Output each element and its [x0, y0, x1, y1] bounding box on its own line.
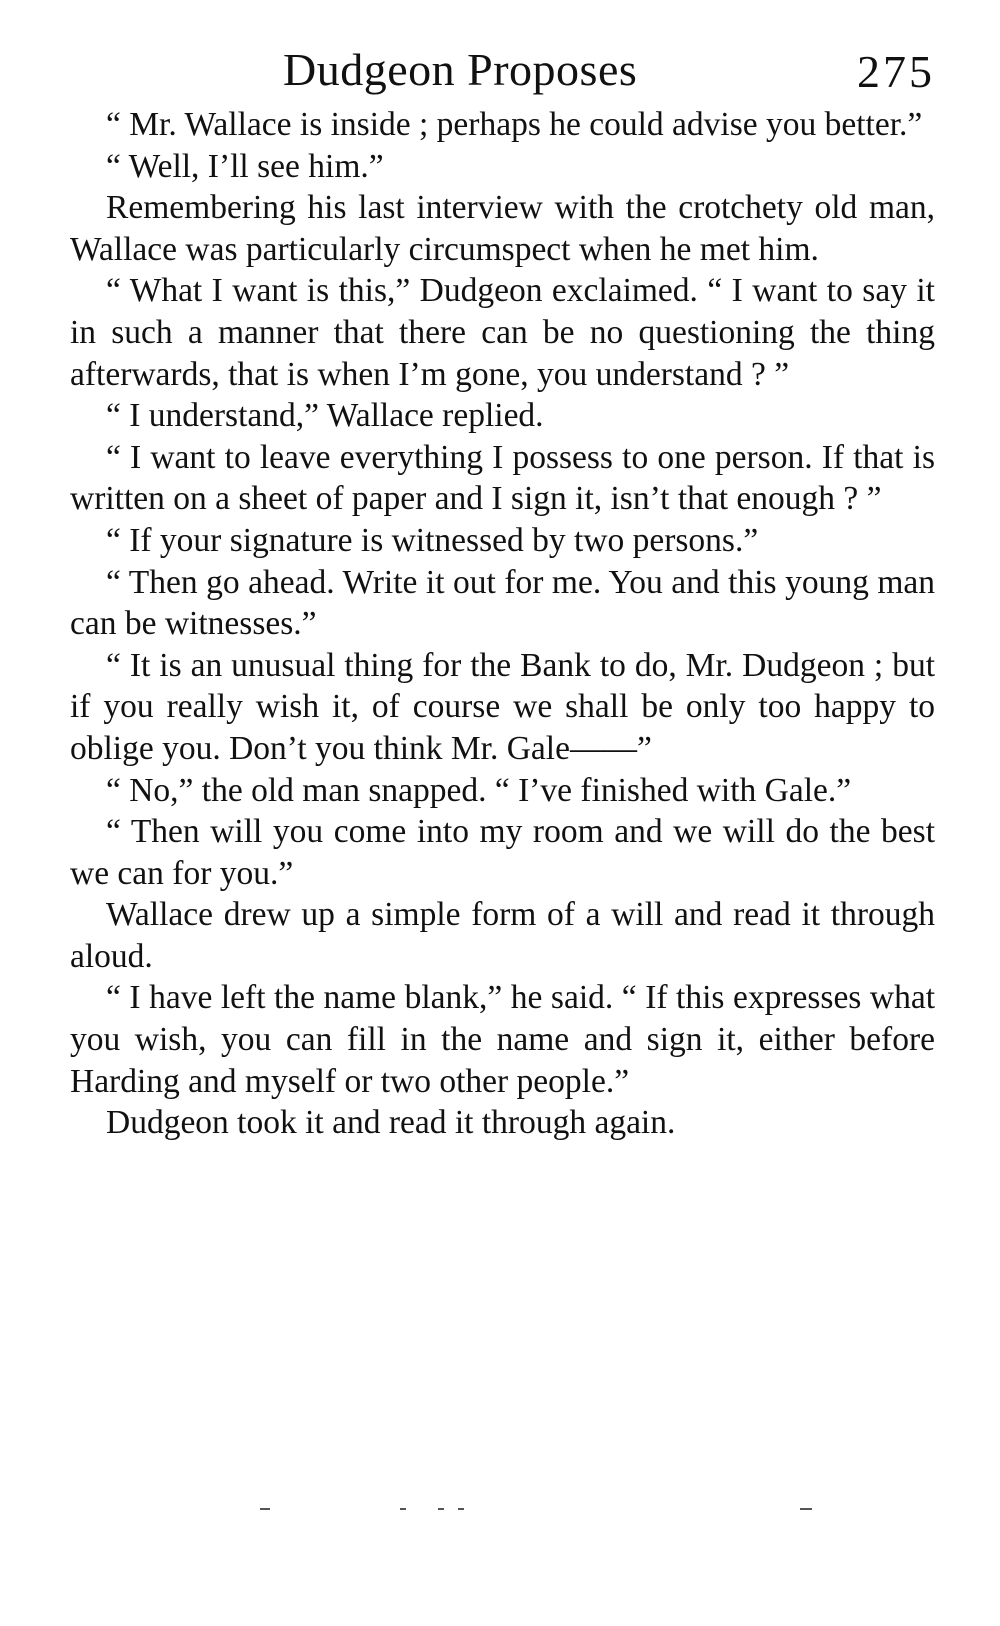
paragraph: Wallace drew up a simple form of a will and read it through aloud. — [70, 896, 935, 975]
scan-mark — [800, 1508, 812, 1510]
paragraph: “ If your signature is witnessed by two persons.” — [106, 521, 759, 559]
paragraph: Remembering his last interview with the crotchety old man, Wallace was particularly circumspect when he met him. — [70, 189, 935, 268]
paragraph: Dudgeon took it and read it through again. — [106, 1104, 676, 1142]
paragraph: “ What I want is this,” Dudgeon exclaimed. “ I want to say it in such a manner that there can be no questioning the thing afterwards, that is when I’m gone, you understand ? ” — [70, 272, 935, 393]
paragraph: “ I want to leave everything I possess to one person. If that is written on a sheet of paper and I sign it, isn’t that enough ? ” — [70, 438, 935, 518]
scan-mark — [260, 1508, 270, 1510]
paragraph: “ Then will you come into my room and we will do the best we can for you.” — [70, 813, 935, 892]
paragraph: “ I understand,” Wallace replied. — [106, 397, 544, 435]
scan-mark — [400, 1508, 406, 1510]
paragraph: “ Well, I’ll see him.” — [106, 147, 384, 185]
scan-marks — [260, 1508, 820, 1514]
scan-mark — [458, 1508, 464, 1510]
page-number: 275 — [857, 46, 935, 97]
page-header — [70, 40, 935, 108]
scan-mark — [438, 1508, 444, 1510]
paragraph: “ Mr. Wallace is inside ; perhaps he could advise you better.” — [106, 106, 923, 143]
paragraph: “ I have left the name blank,” he said. “ If this expresses what you wish, you can fill in the name and sign it, either before Harding and myself or two other people.” — [70, 979, 935, 1100]
paragraph: “ Then go ahead. Write it out for me. You and this young man can be witnesses.” — [70, 563, 935, 643]
paragraph: “ It is an unusual thing for the Bank to do, Mr. Dudgeon ; but if you really wish it, of course we shall be only too happy to oblige you. Don’t you think Mr. Gale——” — [70, 646, 935, 767]
running-title: Dudgeon Proposes — [283, 44, 638, 95]
book-page — [70, 40, 935, 1144]
body-text — [70, 104, 935, 1144]
paragraph: “ No,” the old man snapped. “ I’ve finished with Gale.” — [106, 771, 852, 809]
